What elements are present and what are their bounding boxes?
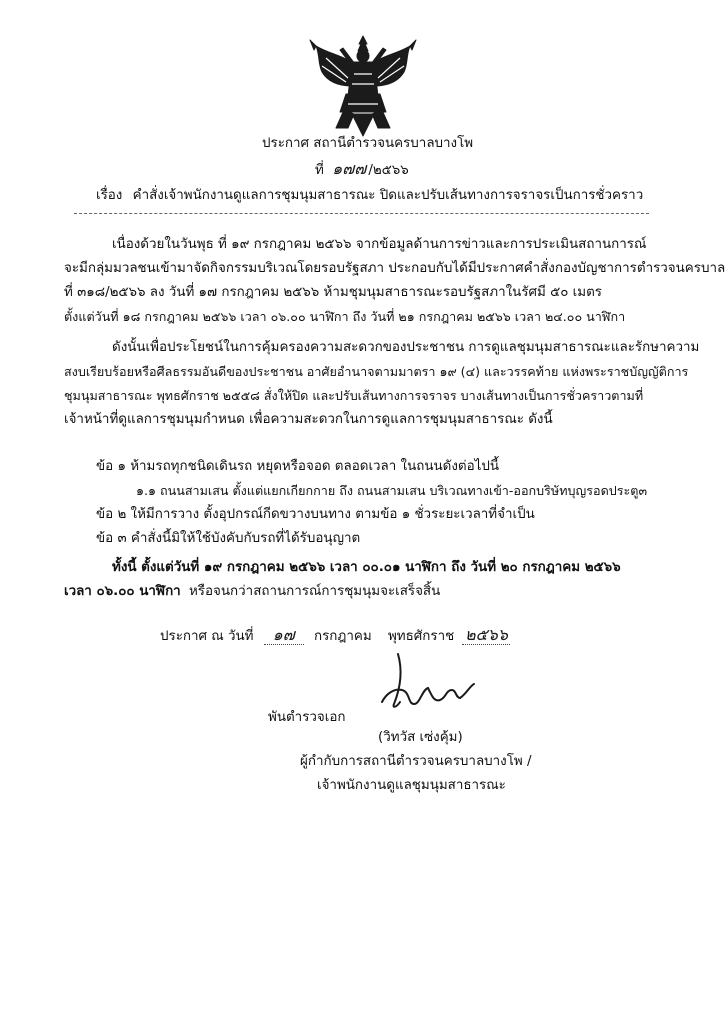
paragraph-1-line: เนื่องด้วยในวันพุธ ที่ ๑๙ กรกฎาคม ๒๕๖๖ จากข้อมูลด้านการข่าวและการประเมินสถานการณ์ — [112, 237, 647, 252]
dateline-year: ๒๕๖๖ — [462, 626, 510, 645]
item-2: ข้อ ๒ ให้มีการวาง ตั้งอุปกรณ์กีดขวางบนทาง ตามข้อ ๑ ชั่วระยะเวลาที่จำเป็น — [96, 507, 535, 522]
dateline — [160, 626, 510, 646]
subject-label: เรื่อง — [96, 188, 123, 203]
paragraph-2-line: ชุมนุมสาธารณะ พุทธศักราช ๒๕๕๘ สั่งให้ปิด และปรับเส้นทางการจราจร บางเส้นทางเป็นการชั่วคราวตามที่ — [64, 388, 644, 403]
signatory-position-line-1: ผู้กำกับการสถานีตำรวจนครบาลบางโพ / — [300, 754, 532, 769]
effective-end-time: เวลา ๐๖.๐๐ นาฬิกา — [64, 584, 181, 599]
number-handwritten: ๑๗๗ — [332, 159, 367, 178]
paragraph-1-line: จะมีกลุ่มมวลชนเข้ามาจัดกิจกรรมบริเวณโดยรอบรัฐสภา ประกอบกับได้มีประกาศคำสั่งกองบัญชาการตำรวจนครบาล — [64, 261, 725, 276]
item-1: ข้อ ๑ ห้ามรถทุกชนิดเดินรถ หยุดหรือจอด ตลอดเวลา ในถนนดังต่อไปนี้ — [96, 459, 499, 474]
signatory-rank: พันตำรวจเอก — [268, 710, 346, 725]
paragraph-2-line: เจ้าหน้าที่ดูแลการชุมนุมกำหนด เพื่อความสะดวกในการดูแลการชุมนุมสาธารณะ ดังนี้ — [64, 412, 553, 427]
number-prefix: ที่ — [315, 163, 324, 178]
signatory-position-line-2: เจ้าพนักงานดูแลชุมนุมสาธารณะ — [317, 778, 506, 793]
effective-condition: หรือจนกว่าสถานการณ์การชุมนุมจะเสร็จสิ้น — [188, 584, 441, 599]
document-subject — [96, 187, 643, 205]
signatory-name: (วิทวัส เซ่งคุ้ม) — [378, 730, 463, 745]
document-number — [315, 160, 409, 180]
effective-period-line-1: ทั้งนี้ ตั้งแต่วันที่ ๑๙ กรกฎาคม ๒๕๖๖ เวลา ๐๐.๐๑ นาฬิกา ถึง วันที่ ๒๐ กรกฎาคม ๒๕๖๖ — [112, 560, 621, 575]
handwritten-signature — [372, 650, 482, 712]
paragraph-2-line: สงบเรียบร้อยหรือศีลธรรมอันดีของประชาชน อาศัยอำนาจตามมาตรา ๑๙ (๔) และวรรคท้าย แห่งพระราชบัญญัติการ — [64, 364, 689, 379]
garuda-emblem-icon — [308, 34, 418, 138]
dateline-era-label: พุทธศักราช — [387, 629, 455, 644]
paragraph-2-line: ดังนั้นเพื่อประโยชน์ในการคุ้มครองความสะดวกของประชาชน การดูแลชุมนุมสาธารณะและรักษาความ — [112, 340, 700, 355]
paragraph-1-line: ตั้งแต่วันที่ ๑๘ กรกฎาคม ๒๕๖๖ เวลา ๐๖.๐๐ นาฬิกา ถึง วันที่ ๒๑ กรกฎาคม ๒๕๖๖ เวลา ๒๔.๐๐ นาฬิกา — [64, 309, 626, 324]
item-1-1: ๑.๑ ถนนสามเสน ตั้งแต่แยกเกียกกาย ถึง ถนนสามเสน บริเวณทางเข้า-ออกบริษัทบุญรอดประตู๓ — [136, 483, 648, 498]
dateline-month: กรกฎาคม — [313, 629, 372, 644]
subject-text: คำสั่งเจ้าพนักงานดูแลการชุมนุมสาธารณะ ปิดและปรับเส้นทางการจราจรเป็นการชั่วคราว — [132, 188, 644, 203]
paragraph-1-line: ที่ ๓๑๘/๒๕๖๖ ลง วันที่ ๑๗ กรกฎาคม ๒๕๖๖ ห้ามชุมนุมสาธารณะรอบรัฐสภาในรัศมี ๕๐ เมตร — [64, 285, 602, 300]
effective-period-line-2 — [64, 583, 440, 601]
number-suffix: /๒๕๖๖ — [368, 163, 409, 178]
dateline-day: ๑๗ — [264, 626, 304, 645]
document-title: ประกาศ สถานีตำรวจนครบาลบางโพ — [262, 136, 474, 151]
item-3: ข้อ ๓ คำสั่งนี้มิให้ใช้บังคับกับรถที่ได้รับอนุญาต — [96, 531, 361, 546]
dateline-label: ประกาศ ณ วันที่ — [160, 629, 254, 644]
header-divider — [74, 213, 649, 214]
